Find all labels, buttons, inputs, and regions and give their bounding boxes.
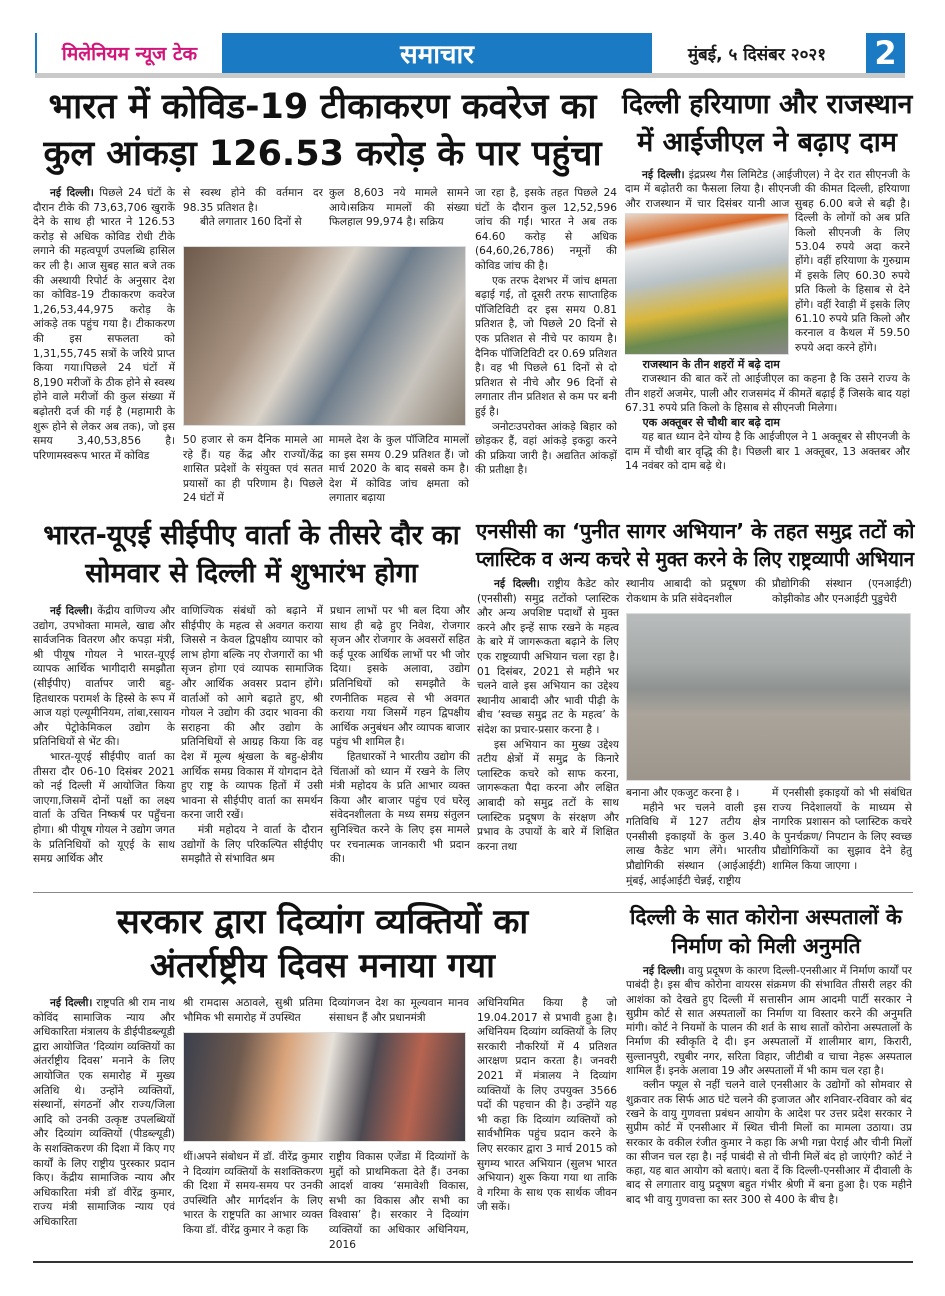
section-divider	[33, 892, 913, 893]
ncc-col-2-bottom	[626, 786, 766, 886]
headline-line: भारत-यूएई सीईपीए वार्ता के तीसरे दौर का	[43, 520, 460, 551]
article-text: राजस्थान की बात करें तो आईजीएल का कहना है कि उसने राज्य के तीन शहरों अजमेर, पाली और राजसमंद में कीमतें बढ़ाई हैं जिसके बाद यहां 67.31 रुपये प्रति किलो के हिसाब से सीएनजी मिलेगा।	[625, 373, 910, 415]
divyang-headline	[35, 900, 610, 988]
covid-col-3-top	[329, 186, 469, 244]
article-text: क्लीन फ्यूल से नहीं चलने वाले एनसीआर के उद्योगों को सोमवार से शुक्रवार तक सिर्फ आठ घंटे चलने की इजाजत और शनिवार-रविवार को बंद रखने के वायु गुणवत्ता प्रबंधन आयोग के आदेश पर उत्तर प्रदेश सरकार ने सुप्रीम कोर्ट में एनसीआर में स्थित चीनी मिलों का मामला उठाया। उप्र सरकार के वकील रंजीत कुमार ने कहा कि अभी गन्ना पेराई और चीनी मिलों का सीजन चल रहा है। नई पाबंदी से तो चीनी मिलें बंद हो जाएंगी? कोर्ट ने कहा, यह बात आयोग को बताएं। बता दें कि दिल्ली-एनसीआर में दीवाली के बाद से लगातार वायु प्रदूषण बहुत गंभीर श्रेणी में बना हुआ है। एक महीने बाद भी वायु गुणवत्ता का स्तर 300 से 400 के बीच है।	[626, 1079, 912, 1206]
dateline: नई दिल्ली।	[642, 965, 685, 977]
headline-line: में आईजीएल ने बढ़ाए दाम	[637, 127, 897, 158]
cng-headline	[622, 86, 912, 162]
cng-station-photo	[625, 213, 789, 355]
covid-col-3-bottom	[329, 433, 469, 506]
ncc-col-3-bottom	[772, 786, 912, 886]
article-text: भारत-यूएई सीईपीए वार्ता का तीसरा दौर 06-10 दिसंबर 2021 को नई दिल्ली में आयोजित किया जाएगा,जिसमें दोनों पक्षों का लक्ष्य वार्ता के उचित निष्कर्ष पर पहुँचना होगा। श्री पीयूष गोयल ने उद्योग जगत के प्रतिनिधियों को यूएई के साथ समग्र आर्थिक और	[33, 750, 175, 866]
headline-line: भारत में कोविड-19 टीकाकरण कवरेज का	[48, 87, 597, 127]
article-text: वायु प्रदूषण के कारण दिल्ली-एनसीआर में निर्माण कार्यों पर पाबंदी है। इस बीच कोरोना वायरस संक्रमण की संभावित तीसरी लहर की आशंका को देखते हुए दिल्ली में सत्तासीन आम आदमी पार्टी सरकार ने सुप्रीम कोर्ट से सात अस्पतालों का निर्माण या विस्तार करने की अनुमति मांगी। कोर्ट ने नियमों के पालन की शर्त के साथ सातों कोरोना अस्पतालों के निर्माण की स्वीकृति दे दी। इन अस्पतालों में शालीमार बाग, किरारी, सुल्तानपुरी, रघुबीर नगर, सरिता विहार, जीटीबी व चाचा नेहरू अस्पताल शामिल हैं। इनके अलावा 19 और अस्पतालों में भी काम चल रहा है।	[626, 965, 912, 1078]
article-text: ञनोटःउपरोक्त आंकड़े बिहार को छोड़कर हैं, वहां आंकड़े इकट्ठा करने की प्रक्रिया जारी है। अद्यतित आंकड़ों की प्रतीक्षा है।	[475, 420, 617, 477]
ncc-col-1	[477, 577, 619, 887]
covid-col-2-bottom	[183, 433, 323, 506]
article-text: महीने भर चलने वाली इस गतिविधि में 127 तटीय क्षेत्र एनसीसी इकाइयों के कुल 3.40 लाख कैडेट भाग लेंगे। भारतीय प्रौद्योगिकी संस्थान (आईआईटी) मुंबई, आईआईटी चेन्नई, राष्ट्रीय	[626, 801, 766, 886]
uae-col-2	[181, 604, 323, 886]
uae-headline	[33, 517, 470, 593]
divyang-col-3-top	[329, 996, 469, 1026]
subheading: एक अक्तूबर से चौथी बार बढ़े दाम	[642, 416, 780, 430]
article-text: थीं।अपने संबोधन में डॉ. वीरेंद्र कुमार ने दिव्यांग व्यक्तियों के सशक्तिकरण की दिशा में समय-समय पर उनकी उपस्थिति और मार्गदर्शन के लिए भारत के राष्ट्रपति का आभार व्यक्त किया डॉ. वीरेंद्र कुमार ने कहा कि	[183, 1151, 323, 1236]
headline-line: अंतर्राष्ट्रीय दिवस मनाया गया	[150, 946, 495, 986]
divyang-col-4	[477, 996, 617, 1258]
article-text: स्थानीय आबादी को प्रदूषण की रोकथाम के प्रति संवेदनशील	[626, 578, 766, 605]
article-text: दिव्यांगजन देश का मूल्यवान मानव संसाधन हैं और प्रधानमंत्री	[329, 997, 469, 1024]
covid-col-2-top	[183, 186, 323, 244]
covid-col-4	[475, 186, 617, 506]
article-text: राष्ट्रीय कैडेट कोर (एनसीसी) समुद्र तटोंको प्लास्टिक और अन्य अपशिष्ट पदार्थों से मुक्त करने और इन्हें साफ रखने के महत्व के बारे में जागरूकता बढ़ाने के लिए एक राष्ट्रव्यापी अभियान चला रहा है। 01 दिसंबर, 2021 से महीने भर चलने वाले इस अभियान का उद्देश्य स्थानीय आबादी और भावी पीढ़ी के बीच ‘स्वच्छ समुद्र तट के महत्व’ के संदेश का प्रचार-प्रसार करना है ।	[477, 578, 619, 736]
article-text: राष्ट्रीय विकास एजेंडा में दिव्यांगों के मुद्दों को प्राथमिकता देते हैं। उनका आदर्श वाक्य ‘समावेशी विकास, सभी का विकास और सभी का विश्वास’ है। सरकार ने दिव्यांग व्यक्तियों का अधिकार अधिनियम, 2016	[329, 1151, 469, 1251]
article-text: जा रहा है, इसके तहत पिछले 24 घंटों के दौरान कुल 12,52,596 जांच की गईं। भारत ने अब तक 64.60 करोड़ से अधिक (64,60,26,786) नमूनों की कोविड जांच की है।	[475, 187, 617, 272]
article-text: कुल 8,603 नये मामले सामने आये।सक्रिय मामलों की संख्या फिलहाल 99,974 है। सक्रिय	[329, 187, 469, 229]
article-text: बजे से बढ़ी है। दिल्ली के लोगों को अब प्रति किलो सीएनजी के लिए 53.04 रुपये अदा करने होंगे। वहीं हरियाणा के गुरुग्राम में इसके लिए 60.30 रुपये प्रति किलो के हिसाब से देने होंगे। वहीं रेवाड़ी में इसके लिए 61.10 रुपये प्रति किलो और करनाल व कैथल में 59.50 रुपये अदा करने होंगे।	[795, 197, 910, 354]
article-text: अधिनियमित किया है जो 19.04.2017 से प्रभावी हुआ है। अधिनियम दिव्यांग व्यक्तियों के लिए सरकारी नौकरियों में 4 प्रतिशत आरक्षण प्रदान करता है। जनवरी 2021 में मंत्रालय ने दिव्यांग व्यक्तियों के लिए उपयुक्त 3566 पदों की पहचान की है। उन्होंने यह भी कहा कि दिव्यांग व्यक्तियों को सार्वभौमिक पहुंच प्रदान करने के लिए सरकार द्वारा 3 मार्च 2015 को सुगम्य भारत अभियान (सुलभ भारत अभियान) शुरू किया गया था ताकि वे गरिमा के साथ एक सार्थक जीवन जी सकें।	[477, 997, 617, 1214]
article-text: मामले देश के कुल पॉजिटिव मामलों का इस समय 0.29 प्रतिशत हैं। जो मार्च 2020 के बाद सबसे कम है। देश में कोविड जांच क्षमता को लगातार बढ़ाया	[329, 434, 469, 505]
divyang-col-3-bottom	[329, 1150, 469, 1258]
headline-line: दिल्ली के सात कोरोना अस्पतालों के	[629, 905, 903, 929]
article-text: बीते लगातार 160 दिनों से	[199, 216, 302, 229]
section-title: समाचार	[222, 33, 652, 73]
cng-body	[625, 168, 910, 508]
edition-date: मुंबई, ५ दिसंबर २०२१	[687, 44, 827, 65]
covid-headline	[35, 84, 610, 180]
article-text: वाणिज्यिक संबंधों को बढ़ाने में सीईपीए के महत्व से अवगत कराया जिससे न केवल द्विपक्षीय व्यापार को लाभ होगा बल्कि नए रोजगारों का भी सृजन होगा एवं व्यापक सामाजिक और आर्थिक अवसर प्रदान होंगे। वार्ताओं को आगे बढ़ाते हुए, श्री गोयल ने उद्योग की उदार भावना की सराहना की और उद्योग के प्रतिनिधियों से आग्रह किया कि वह देश में मूल्य श्रृंखला के बहु-क्षेत्रीय आर्थिक समग्र विकास में योगदान देते हुए राष्ट्र के व्यापक हितों में उसी भावना से सीईपीए वार्ता का समर्थन करना जारी रखें।	[181, 605, 323, 822]
article-text: 50 हजार से कम दैनिक मामले आ रहे हैं। यह केंद्र और राज्यों/केंद्र शासित प्रदेशों के संयुक्त एवं सतत प्रयासों का ही परिणाम है। पिछले 24 घंटों में	[183, 434, 323, 505]
hospitals-body	[626, 964, 912, 1254]
dateline: नई दिल्ली।	[641, 169, 685, 181]
headline-line: सोमवार से दिल्ली में शुभारंभ होगा	[85, 558, 418, 589]
article-text: बनाना और एकजुट करना है ।	[626, 787, 740, 799]
subheading: राजस्थान के तीन शहरों में बढ़े दाम	[642, 358, 780, 372]
article-text: से स्वस्थ होने की वर्तमान दर 98.35 प्रतिशत है।	[183, 187, 323, 214]
ncc-headline	[476, 517, 914, 573]
award-ceremony-photo	[183, 1032, 466, 1142]
article-text: प्रौद्योगिकी संस्थान (एनआईटी) कोझीकोड और एनआईटी पुडुचेरी	[772, 578, 912, 605]
dateline: नई दिल्ली।	[49, 187, 94, 199]
headline-line: दिल्ली हरियाणा और राजस्थान	[622, 89, 913, 120]
article-text: राष्ट्रपति श्री राम नाथ कोविंद सामाजिक न्याय और अधिकारिता मंत्रालय के डीईपीडब्ल्यूडी द्वारा आयोजित ‘दिव्यांग व्यक्तियों का अंतर्राष्ट्रीय दिवस’ मनाने के लिए आयोजित एक समारोह में मुख्य अतिथि थे। उन्होंने व्यक्तियों, संस्थानों, संगठनों और राज्य/जिला आदि को उनकी उत्कृष्ट उपलब्धियों और दिव्यांग व्यक्तियों (पीडब्ल्यूडी) के सशक्तिकरण की दिशा में किए गए कार्यों के लिए राष्ट्रीय पुरस्कार प्रदान किए। केंद्रीय सामाजिक न्याय और अधिकारिता मंत्री डॉ वीरेंद्र कुमार, राज्य मंत्री सामाजिक न्याय एवं अधिकारिता	[33, 997, 175, 1228]
uae-col-3	[330, 604, 470, 886]
article-text: पिछले 24 घंटों के दौरान टीके की 73,63,706 खुराकें देने के साथ ही भारत ने 126.53 करोड़ से अधिक कोविड रोधी टीके लगाने की महत्वपूर्ण उपलब्धि हासिल कर ली है। आज सुबह सात बजे तक की अस्थायी रिपोर्ट के अनुसार देश का कोविड-19 टीकाकरण कवरेज 1,26,53,44,975 करोड़ के आंकड़े तक पहुंच गया है। टीकाकरण की इस सफलता को 1,31,55,745 सत्रों के जरिये प्राप्त किया गया।पिछले 24 घंटों में 8,190 मरीजों के ठीक होने से स्वस्थ होने वाले मरीजों की कुल संख्या में बढ़ोतरी दर्ज की गई है (महामारी के शुरू होने से लेकर अब तक), जो इस समय 3,40,53,856 है। परिणामस्वरूप भारत में कोविड	[33, 187, 175, 462]
ncc-col-2-top	[626, 577, 766, 607]
divyang-col-1	[33, 996, 175, 1258]
article-text: इस अभियान का मुख्य उद्देश्य तटीय क्षेत्रों में समुद्र के किनारे प्लास्टिक कचरे को साफ करना, जागरूकता पैदा करना और लक्षित आबादी को समुद्र तटों के साथ प्लास्टिक प्रदूषण के संरक्षण और प्रभाव के उपायों के बारे में शिक्षित करना तथा	[477, 738, 619, 853]
ncc-col-3-top	[772, 577, 912, 607]
article-text: मंत्री महोदय ने वार्ता के दौरान उद्योगों के लिए परिकल्पित सीईपीए समझौते से संभावित श्रम	[181, 823, 323, 866]
hospitals-headline	[620, 903, 912, 961]
dateline: नई दिल्ली।	[49, 605, 93, 617]
article-text: में एनसीसी इकाइयों को भी संबंधित राज्य निदेशालयों के माध्यम से नागरिक प्रशासन को प्लास्टिक कचरे के पुनर्चक्रण/ निपटान के लिए स्वच्छ प्रौद्योगिकियों का सुझाव देने हेतु शामिल किया जाएगा ।	[772, 787, 912, 872]
article-text: श्री रामदास अठावले, सुश्री प्रतिमा भौमिक भी समारोह में उपस्थित	[183, 997, 323, 1024]
article-text: एक तरफ देशभर में जांच क्षमता बढ़ाई गई, तो दूसरी तरफ साप्ताहिक पॉजिटिविटी दर इस समय 0.81 प्रतिशत है, जो पिछले 20 दिनों से एक प्रतिशत से नीचे पर कायम है। दैनिक पॉजिटिविटी दर 0.69 प्रतिशत है। वह भी पिछले 61 दिनों से दो प्रतिशत से नीचे और 96 दिनों से लगातार तीन प्रतिशत से कम पर बनी हुई है।	[475, 274, 617, 418]
header-rule	[35, 73, 905, 78]
headline-line: सरकार द्वारा दिव्यांग व्यक्तियों का	[116, 902, 529, 942]
article-text: केंद्रीय वाणिज्य और उद्योग, उपभोक्ता मामले, खाद्य और सार्वजनिक वितरण और कपड़ा मंत्री, श्री पीयूष गोयल ने भारत-यूएई व्यापक आर्थिक भागीदारी समझौता (सीईपीए) वार्तापर जारी बहु-हितधारक परामर्श के हिस्से के रूप में आज यहां एल्यूमीनियम, तांबा,रसायन और पेट्रोकेमिकल उद्योग के प्रतिनिधियों से भेंट की।	[33, 605, 175, 749]
uae-col-1	[33, 604, 175, 886]
dateline: नई दिल्ली।	[49, 997, 93, 1009]
divyang-col-2-bottom	[183, 1150, 323, 1258]
newspaper-brand: मिलेनियम न्यूज टेक	[35, 33, 222, 73]
beach-cleanup-photo	[626, 613, 911, 781]
headline-line: कुल आंकड़ा 126.53 करोड़ के पार पहुंचा	[43, 134, 602, 174]
covid-col-1	[33, 186, 175, 506]
article-text: यह बात ध्यान देने योग्य है कि आईजीएल ने 1 अक्तूबर से सीएनजी के दाम में चौथी बार वृद्धि की है। पिछली बार 1 अक्तूबर, 13 अक्तबर और 14 नवंबर को दाम बढ़े थे।	[625, 431, 910, 473]
article-text: हितधारकों ने भारतीय उद्योग की चिंताओं को ध्यान में रखने के लिए मंत्री महोदय के प्रति आभार व्यक्त किया और बाजार पहुंच एवं घरेलू संवेदनशीलता के मध्य समग्र संतुलन सुनिश्चित करने के लिए इस मामले पर रचनात्मक जानकारी भी प्रदान की।	[330, 750, 470, 866]
dateline: नई दिल्ली।	[493, 578, 540, 590]
headline-line: प्लास्टिक व अन्य कचरे से मुक्त करने के लिए राष्ट्रव्यापी अभियान	[476, 547, 915, 571]
vaccination-photo	[183, 246, 466, 426]
article-text: इंद्रप्रस्थ गैस लिमिटेड (आईजीएल) ने देर रात सीएनजी के दाम में बढ़ोतरी का फैसला लिया है। सीएनजी की कीमत दिल्ली, हरियाणा और राजस्थान में चार दिसंबर यानी आज सुबह 6.00	[625, 169, 910, 210]
divyang-col-2-top	[183, 996, 323, 1026]
article-text: प्रधान लाभों पर भी बल दिया और साथ ही बढ़े हुए निवेश, रोजगार सृजन और रोजगार के अवसरों सहित कई पूरक आर्थिक लाभों पर भी जोर दिया। इसके अलावा, उद्योग प्रतिनिधियों को समझौते के रणनीतिक महत्व से भी अवगत कराया गया जिसमें गहन द्विपक्षीय आर्थिक अनुबंधन और व्यापक बाजार पहुंच भी शामिल है।	[330, 605, 470, 749]
bottom-rule	[33, 1261, 913, 1263]
page-number: 2	[862, 33, 905, 73]
headline-line: एनसीसी का ‘पुनीत सागर अभियान’ के तहत समुद्र तटों को	[476, 519, 915, 543]
headline-line: निर्माण को मिली अनुमति	[671, 934, 861, 958]
